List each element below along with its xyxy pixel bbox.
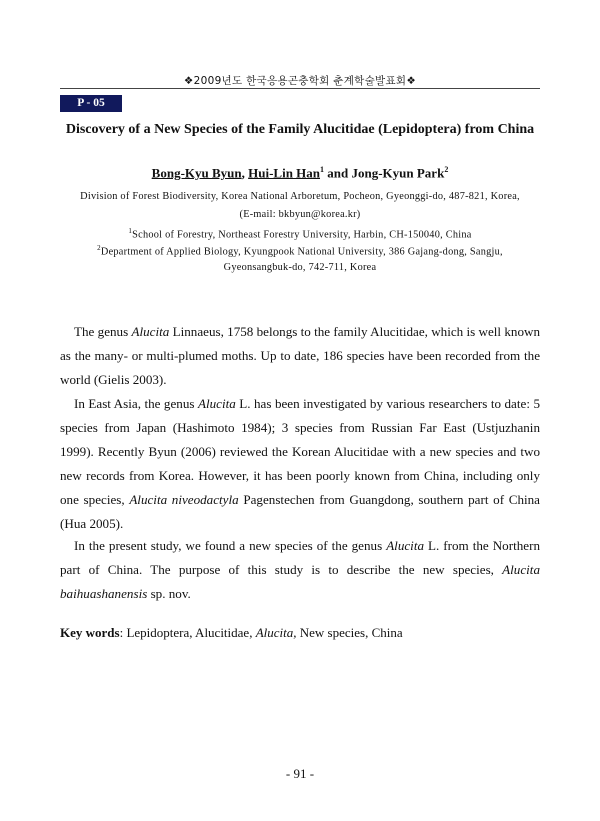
p2-run-0: In East Asia, the genus	[74, 396, 198, 411]
keywords-colon: :	[119, 625, 127, 640]
p2-run-4: Pagenstechen from Guangdong, southern part of China (Hua 2005).	[60, 492, 540, 531]
body-paragraph-1	[60, 320, 540, 392]
body-paragraph-3	[60, 534, 540, 606]
affiliation-0-email: (E-mail: bkbyun@korea.kr)	[239, 209, 361, 220]
keywords-genus-italic: Alucita,	[255, 625, 297, 640]
keywords-list-2: New species, China	[296, 625, 403, 640]
affiliation-1-mark: 1	[128, 227, 133, 235]
affiliation-2-line-2: Gyeonsangbuk-do, 742-711, Korea	[223, 262, 377, 273]
author-conjunction: and	[324, 165, 352, 181]
p3-run-0: In the present study, we found a new species of the genus	[74, 538, 387, 553]
p2-species-italic: Alucita niveodactyla	[129, 492, 239, 507]
author-line	[40, 165, 560, 181]
author-3-affiliation-mark: 2	[444, 165, 449, 174]
affiliation-2-mark: 2	[97, 244, 101, 252]
affiliation-2-line-1	[40, 244, 560, 257]
p2-genus-italic: Alucita	[197, 396, 236, 411]
page-number: - 91 -	[285, 766, 315, 781]
p3-run-4: sp. nov.	[147, 586, 191, 601]
keywords-list-1: Lepidoptera, Alucitidae,	[126, 625, 256, 640]
body-paragraph-2	[60, 392, 540, 536]
author-separator: ,	[241, 165, 249, 181]
p1-genus-italic: Alucita	[131, 324, 170, 339]
p3-run-2: L. from the Northern part of China. The purpose of this study is to describe the new species,	[60, 538, 540, 577]
p1-run-0: The genus	[74, 324, 132, 339]
header-rule	[60, 88, 540, 89]
p1-run-2: Linnaeus, 1758 belongs to the family Alucitidae, which is well known as the many- or multi-plumed moths. Up to date, 186 species have been recorded from the world (Gielis 2003).	[60, 324, 540, 387]
author-3: Jong-Kyun Park	[351, 165, 445, 181]
p3-genus-italic: Alucita	[386, 538, 425, 553]
author-2: Hui-Lin Han	[248, 165, 321, 181]
author-2-affiliation-mark: 1	[320, 165, 325, 174]
conference-header: ❖2009년도 한국응용곤충학회 춘계학술발표회❖	[183, 75, 417, 87]
p3-new-species-italic: Alucita baihuashanensis	[60, 562, 540, 601]
affiliation-2-text: Department of Applied Biology, Kyungpook National University, 386 Gajang-dong, Sangju,	[100, 246, 503, 258]
keywords-label: Key words	[60, 625, 120, 640]
poster-id-badge: P - 05	[60, 95, 122, 112]
affiliation-1	[40, 227, 560, 240]
keywords-line	[60, 625, 540, 641]
author-1: Bong-Kyu Byun	[151, 165, 242, 181]
affiliation-1-text: School of Forestry, Northeast Forestry University, Harbin, CH-150040, China	[132, 229, 472, 241]
p2-run-2: L. has been investigated by various researchers to date: 5 species from Japan (Hashimoto 1984); 3 species from Russian Far East (Ustjuzhanin 1999). Recently Byun (2006) reviewed the Korean Alucitidae with a new species and two new records from Korea. However, it has been poorly known from China, including only one species,	[60, 396, 540, 507]
affiliation-0-line-1: Division of Forest Biodiversity, Korea National Arboretum, Pocheon, Gyeonggi-do, 487-821, Korea,	[80, 191, 520, 202]
paper-title: Discovery of a New Species of the Family Alucitidae (Lepidoptera) from China	[65, 122, 535, 137]
